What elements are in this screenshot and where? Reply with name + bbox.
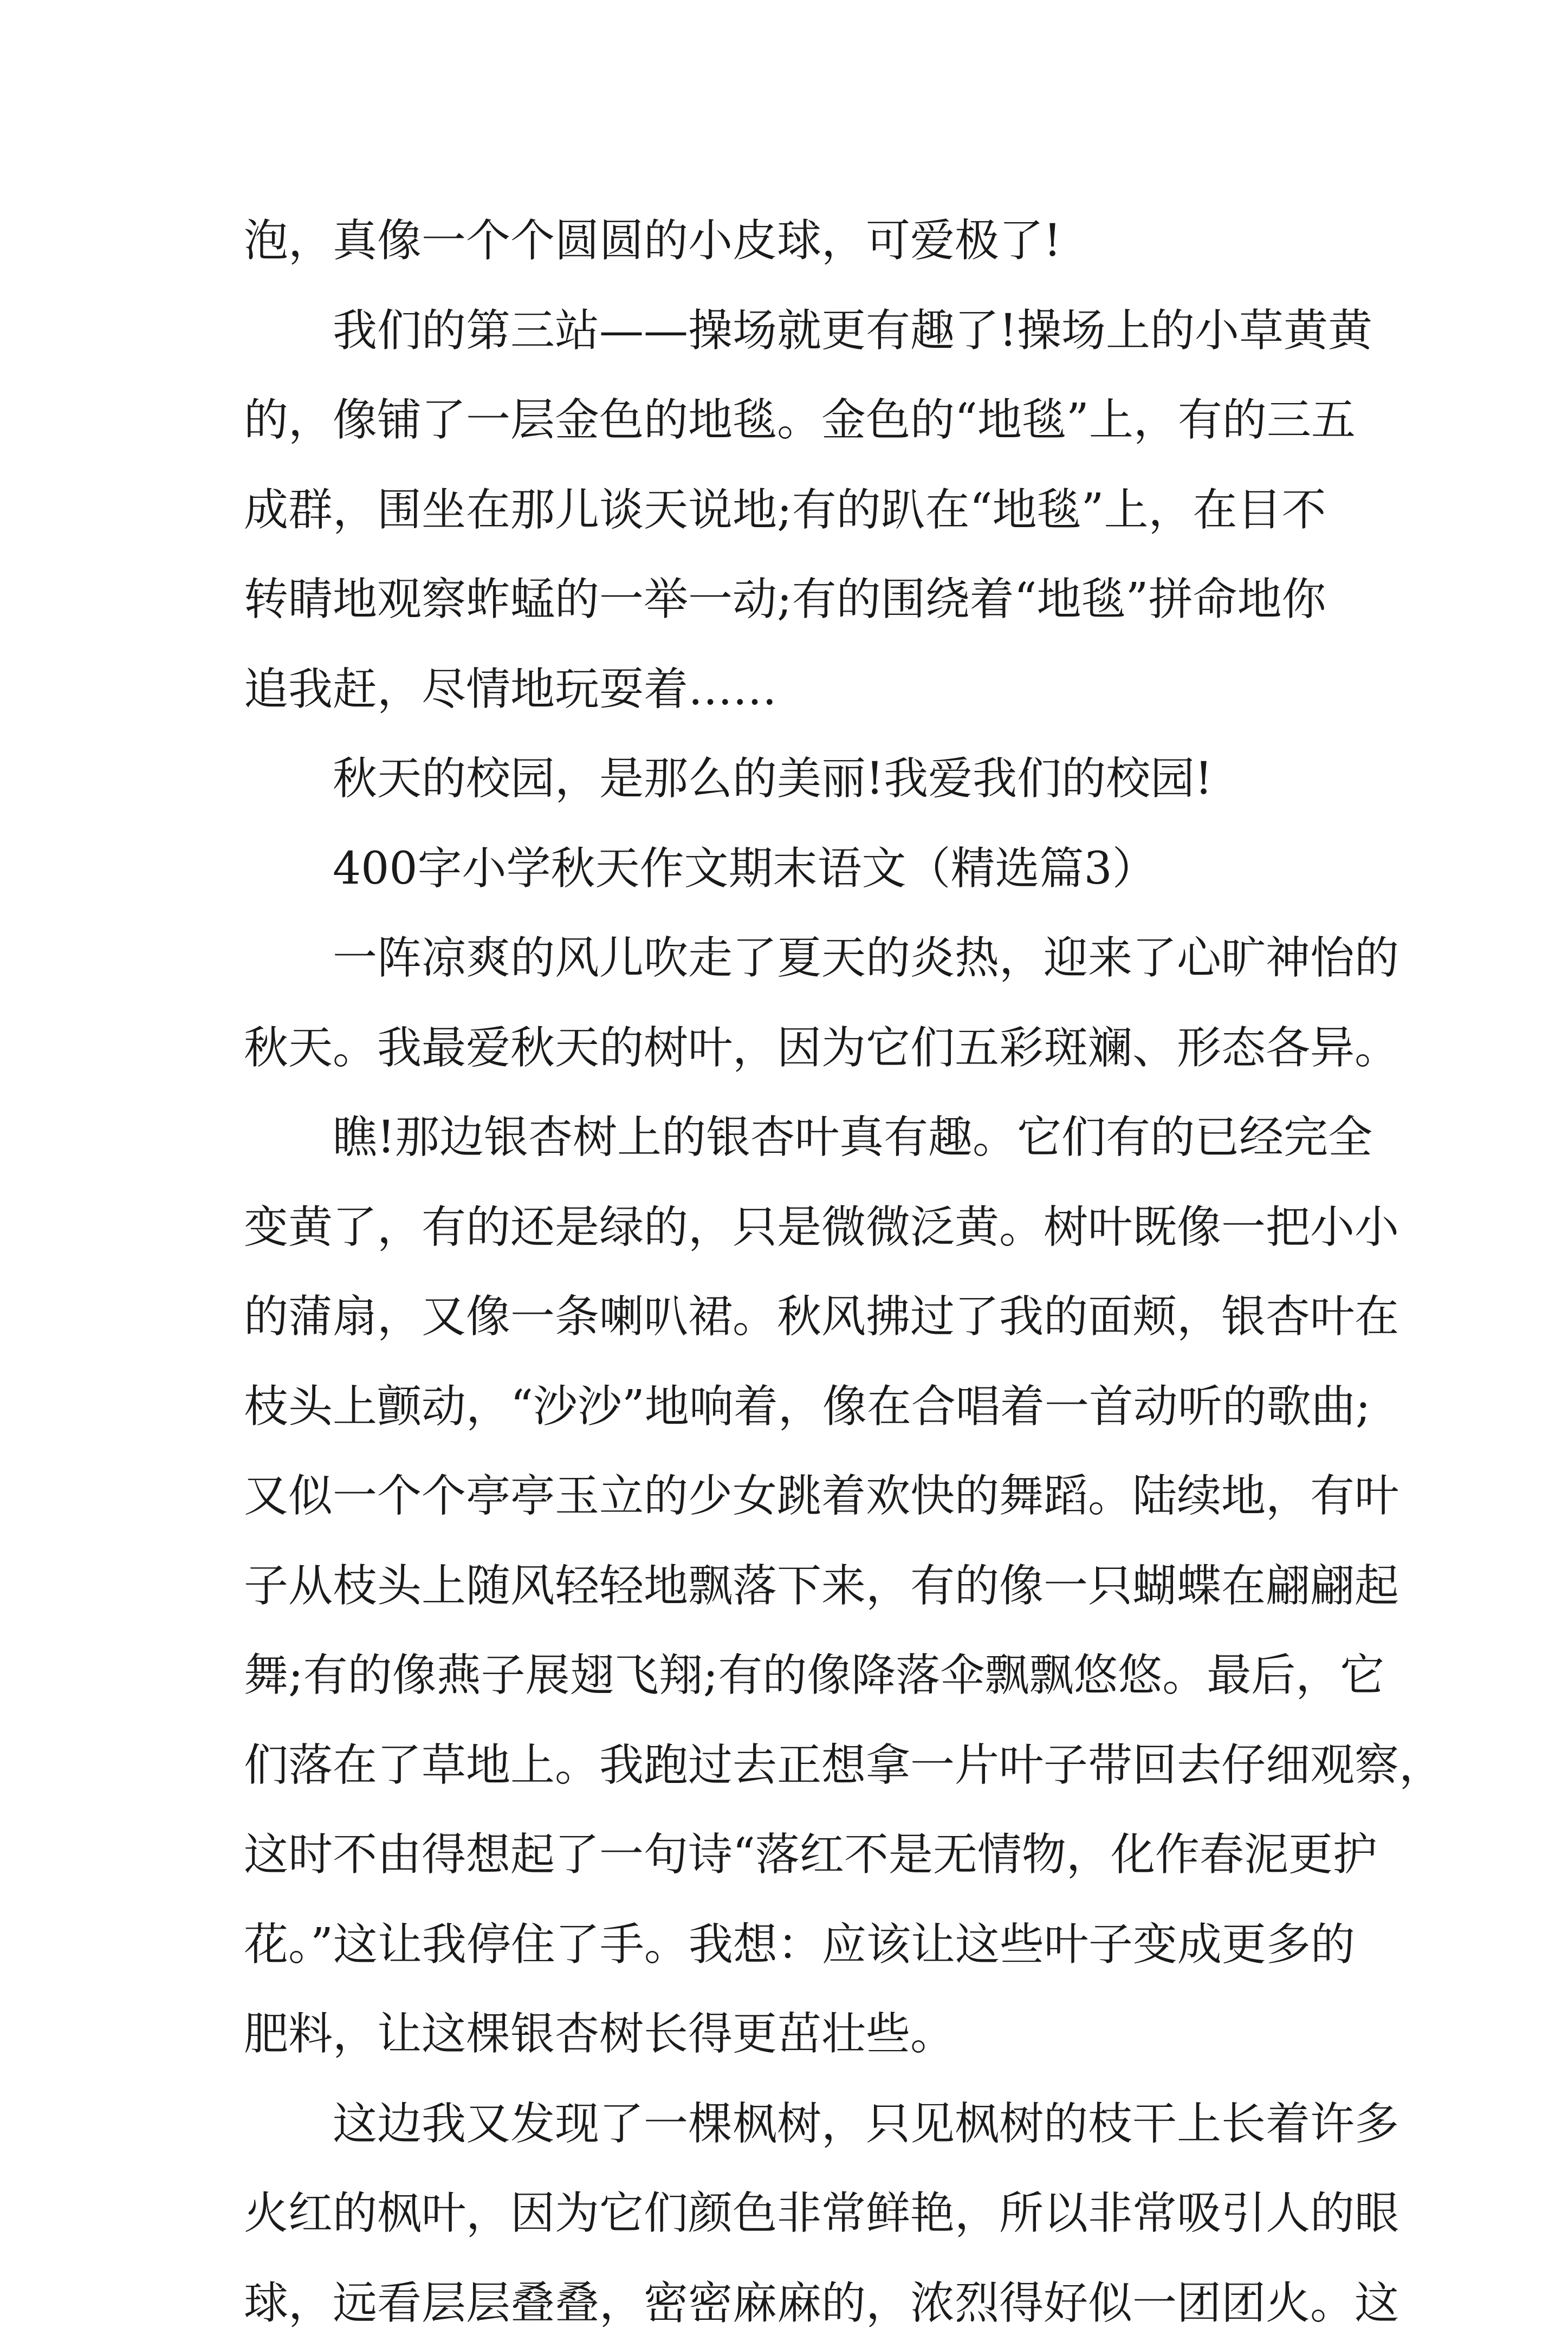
section-heading: 400字小学秋天作文期末语文（精选篇3） (244, 824, 1360, 914)
text-line: 秋天。我最爱秋天的树叶，因为它们五彩斑斓、形态各异。 (244, 1003, 1360, 1093)
text-line: 的蒲扇，又像一条喇叭裙。秋风拂过了我的面颊，银杏叶在 (244, 1272, 1360, 1362)
text-line: 转睛地观察蚱蜢的一举一动;有的围绕着“地毯”拼命地你 (244, 555, 1360, 645)
document-body (244, 196, 1360, 2348)
text-line: 肥料，让这棵银杏树长得更茁壮些。 (244, 1989, 1360, 2079)
text-line: 们落在了草地上。我跑过去正想拿一片叶子带回去仔细观察， (244, 1721, 1360, 1811)
text-line: 我们的第三站——操场就更有趣了!操场上的小草黄黄 (244, 286, 1360, 376)
text-line: 这边我又发现了一棵枫树，只见枫树的枝干上长着许多 (244, 2079, 1360, 2169)
text-line: 这时不由得想起了一句诗“落红不是无情物，化作春泥更护 (244, 1810, 1360, 1900)
text-line: 一阵凉爽的风儿吹走了夏天的炎热，迎来了心旷神怡的 (244, 913, 1360, 1003)
text-line: 舞;有的像燕子展翅飞翔;有的像降落伞飘飘悠悠。最后，它 (244, 1631, 1360, 1721)
text-line: 秋天的校园，是那么的美丽!我爱我们的校园! (244, 734, 1360, 824)
text-line: 枝头上颤动，“沙沙”地响着，像在合唱着一首动听的歌曲; (244, 1362, 1360, 1452)
text-line: 泡，真像一个个圆圆的小皮球，可爱极了! (244, 196, 1360, 286)
text-line: 瞧!那边银杏树上的银杏叶真有趣。它们有的已经完全 (244, 1093, 1360, 1183)
text-line: 又似一个个亭亭玉立的少女跳着欢快的舞蹈。陆续地，有叶 (244, 1451, 1360, 1541)
text-line: 成群，围坐在那儿谈天说地;有的趴在“地毯”上，在目不 (244, 465, 1360, 555)
text-line: 火红的枫叶，因为它们颜色非常鲜艳，所以非常吸引人的眼 (244, 2169, 1360, 2259)
text-line: 追我赶，尽情地玩耍着…… (244, 645, 1360, 735)
text-line: 子从枝头上随风轻轻地飘落下来，有的像一只蝴蝶在翩翩起 (244, 1541, 1360, 1631)
text-line: 球，远看层层叠叠，密密麻麻的，浓烈得好似一团团火。这 (244, 2259, 1360, 2348)
text-line: 的，像铺了一层金色的地毯。金色的“地毯”上，有的三五 (244, 375, 1360, 465)
text-line: 花。”这让我停住了手。我想：应该让这些叶子变成更多的 (244, 1900, 1360, 1990)
text-line: 变黄了，有的还是绿的，只是微微泛黄。树叶既像一把小小 (244, 1183, 1360, 1273)
